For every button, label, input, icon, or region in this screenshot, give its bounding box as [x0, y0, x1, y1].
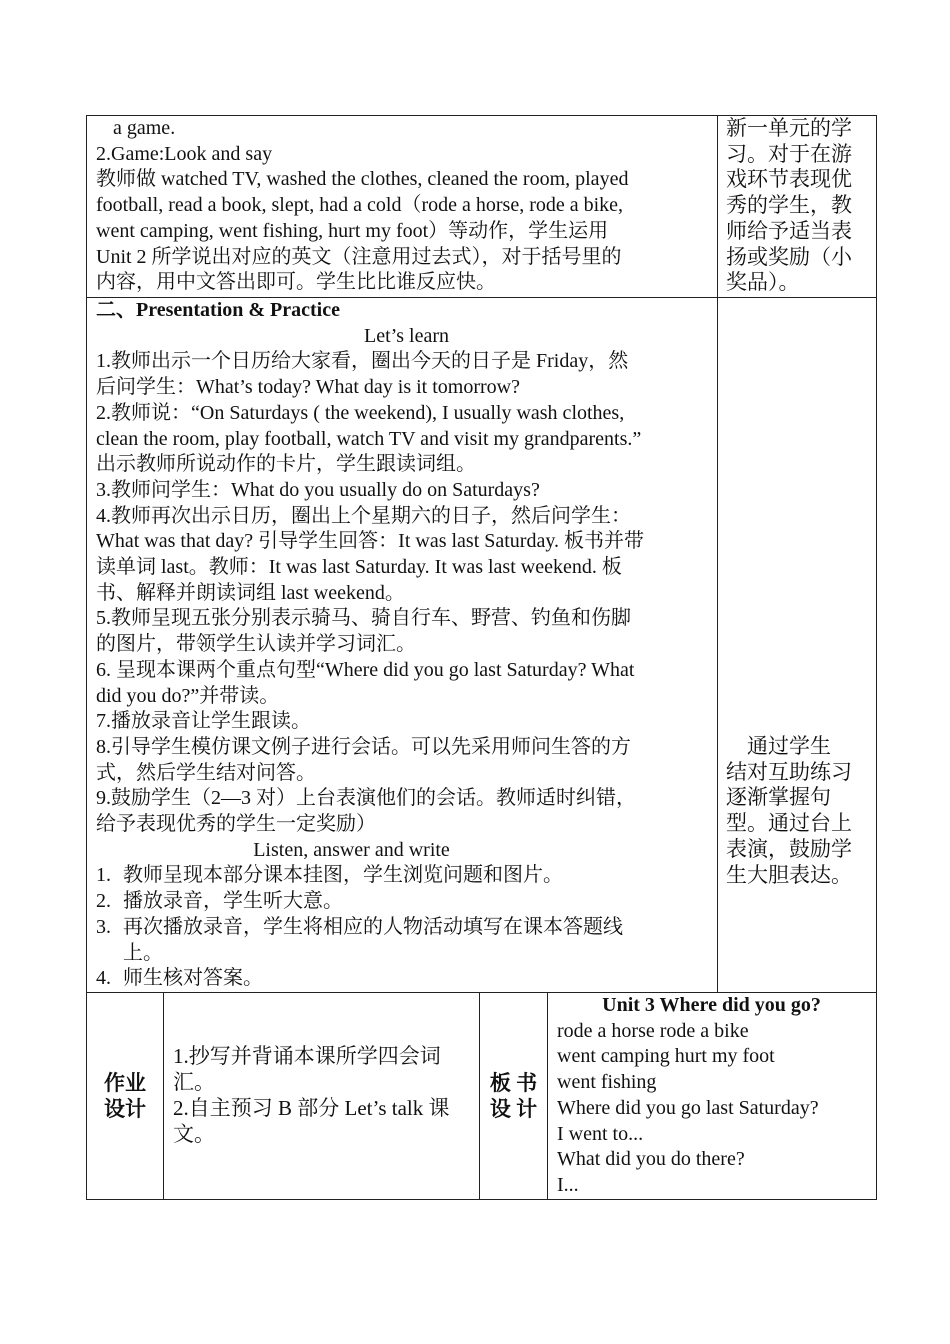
blackboard-title: Unit 3 Where did you go?: [602, 993, 821, 1016]
step-line: 给予表现优秀的学生一定奖励）: [96, 813, 376, 836]
blackboard-line: I went to...: [557, 1122, 644, 1145]
step-line: clean the room, play football, watch TV and visit my grandparents.”: [96, 427, 642, 450]
homework-line: 文。: [173, 1121, 215, 1146]
step-line: 4.教师再次出示日历，圈出上个星期六的日子，然后问学生：: [96, 504, 631, 527]
list-number: 4.: [96, 967, 111, 990]
step-line: 后问学生：What’s today? What day is it tomorrow?: [96, 376, 520, 399]
step-line: 1.教师出示一个日历给大家看，圈出今天的日子是 Friday，然: [96, 350, 629, 373]
text-line: football, read a book, slept, had a cold（rode a horse, rode a bike,: [96, 194, 624, 217]
side-note-line: 扬或奖励（小: [726, 244, 853, 269]
side-note-line: 表演，鼓励学: [726, 836, 853, 861]
text-line: a game.: [113, 117, 176, 139]
list-item: [96, 966, 717, 992]
side-note-line: 结对互助练习: [726, 759, 853, 784]
side-note-line: 戏环节表现优: [726, 167, 853, 192]
list-number: 1.: [96, 864, 111, 887]
text-line: Unit 2 所学说出对应的英文（注意用过去式），对于括号里的: [96, 245, 622, 268]
text-line: 内容，用中文答出即可。学生比比谁反应快。: [96, 271, 496, 294]
side-note-line: 师给予适当表: [726, 218, 853, 243]
subsection-title: Listen, answer and write: [253, 838, 450, 861]
homework-label: 作业: [104, 1070, 146, 1095]
game-purpose-cell: [718, 116, 877, 298]
list-text: 师生核对答案。: [123, 967, 263, 990]
side-note-line: 奖品）。: [726, 270, 800, 295]
activity-row-presentation: [87, 298, 877, 993]
list-text: 播放录音，学生听大意。: [123, 890, 343, 913]
blackboard-line: rode a horse rode a bike: [557, 1019, 749, 1042]
homework-line: 汇。: [173, 1070, 215, 1095]
side-note-line: 新一单元的学: [726, 116, 853, 140]
list-text: 教师呈现本部分课本挂图，学生浏览问题和图片。: [123, 864, 563, 887]
blackboard-content-cell: [548, 992, 877, 1199]
text-line: went camping, went fishing, hurt my foot）等动作，学生运用: [96, 219, 609, 242]
step-line: 式，然后学生结对问答。: [96, 761, 316, 784]
side-note-line: 逐渐掌握句: [726, 785, 832, 810]
list-number: 3.: [96, 915, 111, 938]
list-item: [96, 889, 717, 915]
list-item: [96, 863, 717, 889]
homework-line: 1.抄写并背诵本课所学四会词: [173, 1044, 441, 1069]
homework-board-row: [87, 992, 877, 1199]
step-line: 9.鼓励学生（2—3 对）上台表演他们的会话。教师适时纠错，: [96, 787, 636, 810]
blackboard-label: 板 书: [489, 1070, 538, 1095]
homework-content-cell: [164, 992, 480, 1199]
side-note-line: 生大胆表达。: [726, 862, 853, 887]
lesson-plan-table: [86, 115, 876, 1200]
step-line: did you do?”并带读。: [96, 684, 280, 707]
homework-line: 2.自主预习 B 部分 Let’s talk 课: [173, 1095, 450, 1120]
game-content-cell: [87, 116, 718, 298]
step-line: 的图片，带领学生认读并学习词汇。: [96, 633, 416, 656]
subsection-title: Let’s learn: [364, 324, 449, 347]
step-line: 6. 呈现本课两个重点句型“Where did you go last Saturday? What: [96, 658, 635, 681]
side-note-line: 习。对于在游: [726, 141, 853, 166]
side-note-line: 秀的学生，教: [726, 193, 853, 218]
step-line: 3.教师问学生：What do you usually do on Saturdays?: [96, 478, 540, 501]
step-line: 读单词 last。教师：It was last Saturday. It was last weekend. 板: [96, 556, 622, 579]
blackboard-label: 设 计: [489, 1096, 538, 1121]
blackboard-line: Where did you go last Saturday?: [557, 1096, 819, 1119]
presentation-content-cell: [87, 298, 718, 993]
list-item: [96, 915, 717, 941]
homework-label-cell: [87, 992, 164, 1199]
blackboard-line: I...: [557, 1173, 579, 1196]
step-line: 2.教师说：“On Saturdays ( the weekend), I usually wash clothes,: [96, 401, 625, 424]
list-item-continuation: 上。: [123, 941, 163, 964]
section-heading: 二、Presentation & Practice: [96, 299, 340, 321]
blackboard-line: went camping hurt my foot: [557, 1045, 775, 1068]
presentation-purpose-cell: [718, 298, 877, 993]
text-line: 教师做 watched TV, washed the clothes, cleaned the room, played: [96, 168, 629, 191]
blackboard-line: What did you do there?: [557, 1148, 745, 1171]
step-line: What was that day? 引导学生回答：It was last Saturday. 板书并带: [96, 530, 645, 553]
activity-row-game: [87, 116, 877, 298]
blackboard-label-cell: [480, 992, 548, 1199]
list-number: 2.: [96, 890, 111, 913]
step-line: 7.播放录音让学生跟读。: [96, 710, 311, 733]
step-line: 5.教师呈现五张分别表示骑马、骑自行车、野营、钓鱼和伤脚: [96, 607, 631, 630]
step-line: 8.引导学生模仿课文例子进行会话。可以先采用师问生答的方: [96, 735, 631, 758]
list-text: 再次播放录音，学生将相应的人物活动填写在课本答题线: [123, 915, 623, 938]
side-note-line: 通过学生: [726, 734, 832, 758]
side-note-line: 型。通过台上: [726, 811, 853, 836]
text-line: 2.Game:Look and say: [96, 142, 273, 165]
listening-steps-list: [96, 863, 717, 992]
step-line: 出示教师所说动作的卡片，学生跟读词组。: [96, 453, 476, 476]
homework-label: 设计: [104, 1096, 146, 1121]
blackboard-line: went fishing: [557, 1071, 657, 1094]
step-line: 书、解释并朗读词组 last weekend。: [96, 581, 405, 604]
